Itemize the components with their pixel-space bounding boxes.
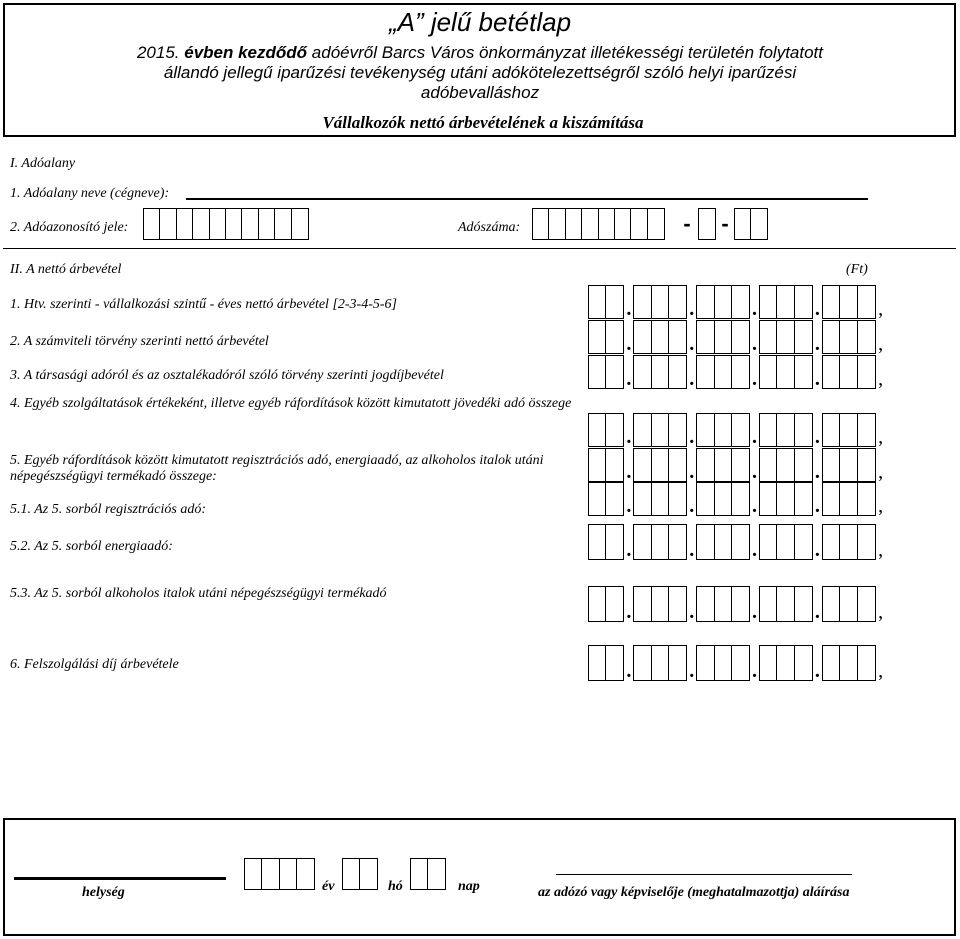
decimal-comma: , — [878, 368, 884, 390]
thousands-separator-dot: . — [752, 539, 758, 561]
amount-digit-box[interactable] — [633, 320, 652, 354]
amount-digit-box[interactable] — [731, 524, 750, 560]
amount-digit-box[interactable] — [857, 355, 876, 389]
intro-bold: évben kezdődő — [184, 43, 308, 62]
amount-digit-box[interactable] — [605, 355, 624, 389]
amount-digit-box[interactable] — [696, 586, 715, 622]
amount-digit-box[interactable] — [696, 320, 715, 354]
amount-digit-box[interactable] — [731, 645, 750, 681]
thousands-separator-dot: . — [689, 461, 695, 483]
thousands-separator-dot: . — [626, 539, 632, 561]
amount-digit-box[interactable] — [651, 586, 670, 622]
amount-digit-box[interactable] — [822, 645, 841, 681]
amount-digit-box[interactable] — [857, 285, 876, 319]
amount-digit-box[interactable] — [759, 524, 778, 560]
amount-digit-box[interactable] — [714, 448, 733, 482]
amount-digit-box[interactable] — [857, 448, 876, 482]
taxid-digit-box[interactable] — [209, 208, 227, 240]
taxnum-digit-box[interactable] — [614, 208, 632, 240]
thousands-separator-dot: . — [689, 426, 695, 448]
month-field[interactable] — [342, 858, 378, 890]
amount-field-row-1[interactable] — [588, 285, 886, 319]
decimal-comma: , — [878, 660, 884, 682]
amount-digit-box[interactable] — [839, 524, 858, 560]
amount-digit-box[interactable] — [668, 586, 687, 622]
thousands-separator-dot: . — [626, 601, 632, 623]
amount-digit-box[interactable] — [696, 355, 715, 389]
amount-digit-box[interactable] — [822, 524, 841, 560]
amount-field-row-8[interactable] — [588, 586, 886, 622]
amount-digit-box[interactable] — [633, 355, 652, 389]
month-digit-box[interactable] — [342, 858, 361, 890]
amount-digit-box[interactable] — [731, 482, 750, 516]
thousands-separator-dot: . — [689, 298, 695, 320]
taxnum-dash-2: - — [721, 211, 729, 236]
amount-digit-box[interactable] — [605, 586, 624, 622]
amount-digit-box[interactable] — [839, 413, 858, 447]
year-digit-box[interactable] — [261, 858, 280, 890]
thousands-separator-dot: . — [814, 539, 820, 561]
thousands-separator-dot: . — [752, 333, 758, 355]
thousands-separator-dot: . — [626, 495, 632, 517]
amount-digit-box[interactable] — [588, 413, 607, 447]
amount-digit-box[interactable] — [668, 285, 687, 319]
amount-digit-box[interactable] — [588, 586, 607, 622]
thousands-separator-dot: . — [626, 461, 632, 483]
taxnum-field-2[interactable] — [698, 208, 716, 240]
amount-digit-box[interactable] — [759, 413, 778, 447]
taxnum-digit-box[interactable] — [630, 208, 648, 240]
signature-line[interactable] — [556, 874, 852, 875]
amount-digit-box[interactable] — [731, 586, 750, 622]
thousands-separator-dot: . — [689, 601, 695, 623]
taxnum-field-3[interactable] — [734, 208, 768, 240]
amount-digit-box[interactable] — [668, 482, 687, 516]
thousands-separator-dot: . — [689, 539, 695, 561]
amount-field-row-3[interactable] — [588, 355, 886, 389]
amount-digit-box[interactable] — [633, 482, 652, 516]
decimal-comma: , — [878, 601, 884, 623]
intro-text — [100, 43, 860, 103]
amount-digit-box[interactable] — [696, 482, 715, 516]
section2-heading: II. A nettó árbevétel — [10, 262, 122, 277]
thousands-separator-dot: . — [626, 298, 632, 320]
amount-digit-box[interactable] — [605, 320, 624, 354]
section1-heading: I. Adóalany — [10, 156, 76, 171]
amount-digit-box[interactable] — [759, 448, 778, 482]
thousands-separator-dot: . — [752, 426, 758, 448]
amount-digit-box[interactable] — [633, 413, 652, 447]
amount-digit-box[interactable] — [605, 524, 624, 560]
amount-digit-box[interactable] — [651, 285, 670, 319]
thousands-separator-dot: . — [752, 461, 758, 483]
decimal-comma: , — [878, 539, 884, 561]
row-label-6: 6. Felszolgálási díj árbevétele — [10, 657, 179, 672]
taxid-digit-box[interactable] — [291, 208, 309, 240]
day-digit-box[interactable] — [410, 858, 429, 890]
row-label-5-3: 5.3. Az 5. sorból alkoholos italok utáni népegészségügyi termékadó — [10, 586, 387, 601]
thousands-separator-dot: . — [814, 495, 820, 517]
amount-digit-box[interactable] — [731, 448, 750, 482]
row-label-1: 1. Htv. szerinti - vállalkozási szintű - éves nettó árbevétel [2-3-4-5-6] — [10, 297, 397, 312]
amount-digit-box[interactable] — [776, 285, 795, 319]
amount-field-row-2[interactable] — [588, 320, 886, 354]
amount-digit-box[interactable] — [822, 413, 841, 447]
amount-digit-box[interactable] — [731, 285, 750, 319]
amount-digit-box[interactable] — [794, 524, 813, 560]
amount-digit-box[interactable] — [822, 355, 841, 389]
taxid-field[interactable] — [143, 208, 309, 240]
amount-digit-box[interactable] — [759, 355, 778, 389]
amount-digit-box[interactable] — [714, 320, 733, 354]
amount-digit-box[interactable] — [651, 645, 670, 681]
amount-digit-box[interactable] — [794, 413, 813, 447]
amount-digit-box[interactable] — [633, 448, 652, 482]
intro-line3: adóbevalláshoz — [420, 83, 540, 102]
amount-digit-box[interactable] — [794, 285, 813, 319]
amount-field-row-5[interactable] — [588, 448, 886, 482]
amount-digit-box[interactable] — [605, 285, 624, 319]
amount-digit-box[interactable] — [668, 413, 687, 447]
amount-digit-box[interactable] — [759, 320, 778, 354]
amount-digit-box[interactable] — [588, 320, 607, 354]
amount-digit-box[interactable] — [776, 645, 795, 681]
decimal-comma: , — [878, 333, 884, 355]
thousands-separator-dot: . — [814, 426, 820, 448]
taxnum-label: Adószáma: — [458, 220, 521, 235]
amount-digit-box[interactable] — [731, 355, 750, 389]
intro-line2: állandó jellegű iparűzési tevékenység utáni adókötelezettségről szóló helyi iparűzési — [163, 63, 797, 82]
amount-digit-box[interactable] — [651, 413, 670, 447]
taxid-digit-box[interactable] — [241, 208, 259, 240]
amount-digit-box[interactable] — [668, 524, 687, 560]
thousands-separator-dot: . — [752, 601, 758, 623]
amount-digit-box[interactable] — [588, 645, 607, 681]
thousands-separator-dot: . — [689, 495, 695, 517]
month-digit-box[interactable] — [359, 858, 378, 890]
amount-digit-box[interactable] — [839, 482, 858, 516]
amount-digit-box[interactable] — [759, 285, 778, 319]
taxnum-digit-box[interactable] — [698, 208, 716, 240]
amount-digit-box[interactable] — [668, 355, 687, 389]
thousands-separator-dot: . — [626, 426, 632, 448]
amount-digit-box[interactable] — [822, 320, 841, 354]
amount-digit-box[interactable] — [714, 586, 733, 622]
taxid-digit-box[interactable] — [258, 208, 276, 240]
amount-digit-box[interactable] — [668, 448, 687, 482]
amount-digit-box[interactable] — [857, 320, 876, 354]
taxid-label: 2. Adóazonosító jele: — [10, 220, 129, 235]
decimal-comma: , — [878, 495, 884, 517]
amount-digit-box[interactable] — [633, 285, 652, 319]
amount-digit-box[interactable] — [633, 586, 652, 622]
place-label: helység — [82, 885, 125, 900]
amount-digit-box[interactable] — [839, 645, 858, 681]
amount-digit-box[interactable] — [605, 448, 624, 482]
amount-digit-box[interactable] — [759, 482, 778, 516]
taxid-digit-box[interactable] — [192, 208, 210, 240]
year-label: év — [322, 879, 335, 894]
intro-line1-rest: adóévről Barcs Város önkormányzat illetékességi területén folytatott — [311, 43, 824, 62]
thousands-separator-dot: . — [814, 333, 820, 355]
amount-digit-box[interactable] — [696, 645, 715, 681]
taxid-digit-box[interactable] — [176, 208, 194, 240]
thousands-separator-dot: . — [814, 660, 820, 682]
year-digit-box[interactable] — [296, 858, 315, 890]
amount-digit-box[interactable] — [651, 524, 670, 560]
amount-digit-box[interactable] — [776, 524, 795, 560]
thousands-separator-dot: . — [752, 495, 758, 517]
decimal-comma: , — [878, 461, 884, 483]
amount-digit-box[interactable] — [794, 645, 813, 681]
amount-digit-box[interactable] — [759, 645, 778, 681]
amount-digit-box[interactable] — [857, 586, 876, 622]
amount-digit-box[interactable] — [839, 285, 858, 319]
amount-digit-box[interactable] — [839, 448, 858, 482]
thousands-separator-dot: . — [752, 298, 758, 320]
thousands-separator-dot: . — [814, 601, 820, 623]
amount-digit-box[interactable] — [668, 645, 687, 681]
place-field-line[interactable] — [14, 877, 226, 880]
amount-digit-box[interactable] — [588, 448, 607, 482]
amount-field-row-9[interactable] — [588, 645, 886, 681]
amount-digit-box[interactable] — [857, 645, 876, 681]
amount-digit-box[interactable] — [759, 586, 778, 622]
amount-digit-box[interactable] — [588, 355, 607, 389]
day-label: nap — [458, 879, 480, 894]
taxnum-digit-box[interactable] — [647, 208, 665, 240]
amount-digit-box[interactable] — [588, 482, 607, 516]
amount-digit-box[interactable] — [776, 482, 795, 516]
amount-digit-box[interactable] — [794, 355, 813, 389]
amount-digit-box[interactable] — [696, 285, 715, 319]
row-label-5 — [10, 453, 544, 485]
thousands-separator-dot: . — [814, 368, 820, 390]
row-label-5-1: 5.1. Az 5. sorból regisztrációs adó: — [10, 502, 207, 517]
amount-digit-box[interactable] — [776, 355, 795, 389]
thousands-separator-dot: . — [689, 660, 695, 682]
row-label-5-line2: népegészségügyi termékadó összege: — [10, 469, 217, 484]
thousands-separator-dot: . — [689, 368, 695, 390]
amount-digit-box[interactable] — [651, 320, 670, 354]
taxnum-field-1[interactable] — [532, 208, 665, 240]
amount-digit-box[interactable] — [776, 320, 795, 354]
amount-field-row-4[interactable] — [588, 413, 886, 447]
amount-digit-box[interactable] — [588, 285, 607, 319]
month-label: hó — [388, 879, 403, 894]
row-label-5-2: 5.2. Az 5. sorból energiaadó: — [10, 539, 173, 554]
thousands-separator-dot: . — [752, 368, 758, 390]
row-label-5-line1: 5. Egyéb ráfordítások között kimutatott regisztrációs adó, energiaadó, az alkoholos italok utáni — [10, 453, 544, 468]
row-label-4: 4. Egyéb szolgáltatások értékeként, illetve egyéb ráfordítások között kimutatott jövedéki adó összege — [10, 396, 572, 411]
amount-digit-box[interactable] — [822, 586, 841, 622]
unit-label: (Ft) — [846, 262, 868, 277]
amount-digit-box[interactable] — [822, 482, 841, 516]
decimal-comma: , — [878, 298, 884, 320]
row-label-2: 2. A számviteli törvény szerinti nettó árbevétel — [10, 334, 269, 349]
day-field[interactable] — [410, 858, 446, 890]
amount-digit-box[interactable] — [696, 448, 715, 482]
amount-digit-box[interactable] — [822, 285, 841, 319]
amount-digit-box[interactable] — [633, 645, 652, 681]
amount-digit-box[interactable] — [605, 645, 624, 681]
amount-digit-box[interactable] — [776, 413, 795, 447]
year-digit-box[interactable] — [244, 858, 263, 890]
intro-year: 2015. — [136, 43, 180, 62]
taxid-digit-box[interactable] — [159, 208, 177, 240]
thousands-separator-dot: . — [626, 333, 632, 355]
taxid-digit-box[interactable] — [225, 208, 243, 240]
amount-digit-box[interactable] — [794, 586, 813, 622]
page-title: „A” jelű betétlap — [388, 7, 572, 37]
amount-digit-box[interactable] — [839, 320, 858, 354]
amount-digit-box[interactable] — [794, 482, 813, 516]
taxnum-digit-box[interactable] — [532, 208, 550, 240]
amount-digit-box[interactable] — [651, 448, 670, 482]
amount-digit-box[interactable] — [696, 413, 715, 447]
amount-field-row-6[interactable] — [588, 482, 886, 516]
amount-field-row-7[interactable] — [588, 524, 886, 560]
section-divider — [3, 248, 956, 249]
taxnum-digit-box[interactable] — [598, 208, 616, 240]
taxnum-digit-box[interactable] — [734, 208, 752, 240]
amount-digit-box[interactable] — [731, 413, 750, 447]
amount-digit-box[interactable] — [839, 586, 858, 622]
amount-digit-box[interactable] — [714, 355, 733, 389]
amount-digit-box[interactable] — [776, 586, 795, 622]
amount-digit-box[interactable] — [651, 482, 670, 516]
amount-digit-box[interactable] — [588, 524, 607, 560]
amount-digit-box[interactable] — [714, 413, 733, 447]
taxnum-digit-box[interactable] — [548, 208, 566, 240]
thousands-separator-dot: . — [814, 298, 820, 320]
taxid-digit-box[interactable] — [143, 208, 161, 240]
thousands-separator-dot: . — [814, 461, 820, 483]
amount-digit-box[interactable] — [822, 448, 841, 482]
name-field-line[interactable] — [186, 198, 868, 200]
amount-digit-box[interactable] — [714, 645, 733, 681]
amount-digit-box[interactable] — [651, 355, 670, 389]
amount-digit-box[interactable] — [714, 285, 733, 319]
taxnum-digit-box[interactable] — [581, 208, 599, 240]
taxnum-digit-box[interactable] — [565, 208, 583, 240]
amount-digit-box[interactable] — [731, 320, 750, 354]
taxnum-digit-box[interactable] — [750, 208, 768, 240]
subtitle: Vállalkozók nettó árbevételének a kiszámítása — [322, 113, 644, 132]
amount-digit-box[interactable] — [605, 413, 624, 447]
amount-digit-box[interactable] — [633, 524, 652, 560]
thousands-separator-dot: . — [752, 660, 758, 682]
amount-digit-box[interactable] — [696, 524, 715, 560]
amount-digit-box[interactable] — [605, 482, 624, 516]
thousands-separator-dot: . — [689, 333, 695, 355]
amount-digit-box[interactable] — [668, 320, 687, 354]
amount-digit-box[interactable] — [714, 524, 733, 560]
taxnum-dash-1: - — [683, 211, 691, 236]
amount-digit-box[interactable] — [776, 448, 795, 482]
signature-label: az adózó vagy képviselője (meghatalmazottja) aláírása — [538, 885, 850, 900]
amount-digit-box[interactable] — [794, 320, 813, 354]
day-digit-box[interactable] — [427, 858, 446, 890]
thousands-separator-dot: . — [626, 660, 632, 682]
name-label: 1. Adóalany neve (cégneve): — [10, 186, 170, 201]
amount-digit-box[interactable] — [857, 482, 876, 516]
thousands-separator-dot: . — [626, 368, 632, 390]
row-label-3: 3. A társasági adóról és az osztalékadóról szóló törvény szerinti jogdíjbevétel — [10, 368, 444, 383]
amount-digit-box[interactable] — [857, 413, 876, 447]
amount-digit-box[interactable] — [714, 482, 733, 516]
amount-digit-box[interactable] — [839, 355, 858, 389]
taxid-digit-box[interactable] — [274, 208, 292, 240]
amount-digit-box[interactable] — [794, 448, 813, 482]
year-digit-box[interactable] — [279, 858, 298, 890]
year-field[interactable] — [244, 858, 315, 890]
decimal-comma: , — [878, 426, 884, 448]
amount-digit-box[interactable] — [857, 524, 876, 560]
